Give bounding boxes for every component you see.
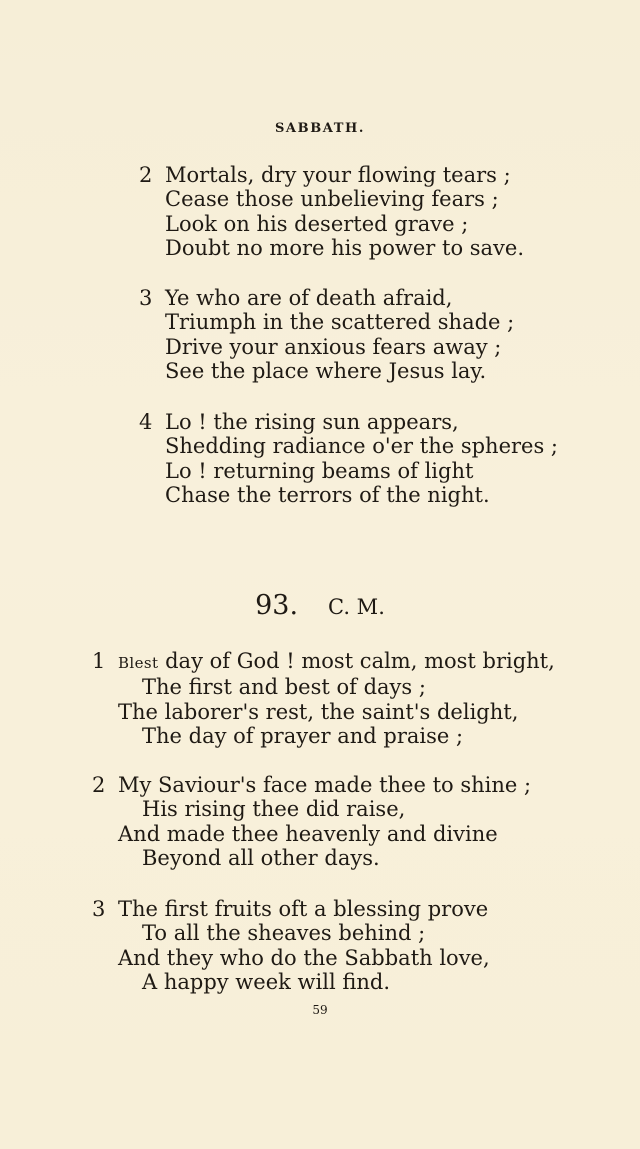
running-head: SABBATH. xyxy=(274,121,366,136)
stanza-number: 3 xyxy=(139,286,153,310)
stanza-line: A happy week will find. xyxy=(142,970,390,995)
small-caps-first-word: Blest xyxy=(118,654,159,672)
stanza-line: See the place where Jesus lay. xyxy=(165,359,487,384)
stanza-line: And they who do the Sabbath love, xyxy=(118,945,490,970)
stanza-line: To all the sheaves behind ; xyxy=(142,921,426,946)
stanza-line: Shedding radiance o'er the spheres ; xyxy=(165,434,559,459)
stanza-number: 1 xyxy=(92,649,106,673)
hymn-93-stanza-2 xyxy=(92,773,531,871)
stanza-line: Doubt no more his power to save. xyxy=(165,236,525,261)
stanza-line: The first and best of days ; xyxy=(142,675,426,700)
line-text: My Saviour's face made thee to shine ; xyxy=(118,773,532,797)
stanza-number: 4 xyxy=(139,410,153,434)
page-number: 59 xyxy=(312,1003,328,1017)
stanza-line: Cease those unbelieving fears ; xyxy=(165,187,499,212)
stanza-2 xyxy=(139,163,524,261)
hymn-heading xyxy=(0,590,640,621)
stanza-line: Beyond all other days. xyxy=(142,846,380,871)
line-text xyxy=(92,649,555,673)
stanza-4 xyxy=(139,410,558,508)
stanza-line xyxy=(139,163,524,187)
stanza-line xyxy=(92,649,555,675)
stanza-line: The day of prayer and praise ; xyxy=(142,724,464,749)
stanza-line: And made thee heavenly and divine xyxy=(118,821,498,846)
stanza-line xyxy=(139,410,558,434)
hymn-93-stanza-3 xyxy=(92,897,490,995)
stanza-line: His rising thee did raise, xyxy=(142,797,406,822)
stanza-line xyxy=(92,897,490,921)
stanza-number: 3 xyxy=(92,897,106,921)
hymn-93-stanza-1 xyxy=(92,649,555,749)
line-text: Ye who are of death afraid, xyxy=(165,286,453,310)
stanza-line: Lo ! returning beams of light xyxy=(165,458,474,483)
stanza-3 xyxy=(139,286,514,384)
line-text: Mortals, dry your flowing tears ; xyxy=(165,163,511,187)
line-text: The first fruits oft a blessing prove xyxy=(118,897,489,921)
stanza-line: Chase the terrors of the night. xyxy=(165,483,490,508)
stanza-line: Look on his deserted grave ; xyxy=(165,211,469,236)
stanza-line xyxy=(139,286,514,310)
line-text: Lo ! the rising sun appears, xyxy=(165,410,459,434)
stanza-number: 2 xyxy=(139,163,153,187)
hymn-number: 93. xyxy=(255,590,299,621)
hymn-meter: C. M. xyxy=(328,595,385,619)
stanza-line: Triumph in the scattered shade ; xyxy=(165,310,515,335)
stanza-number: 2 xyxy=(92,773,106,797)
first-line-rest: day of God ! most calm, most bright, xyxy=(158,649,555,673)
stanza-line xyxy=(92,773,531,797)
stanza-line: Drive your anxious fears away ; xyxy=(165,334,502,359)
stanza-line: The laborer's rest, the saint's delight, xyxy=(118,699,519,724)
